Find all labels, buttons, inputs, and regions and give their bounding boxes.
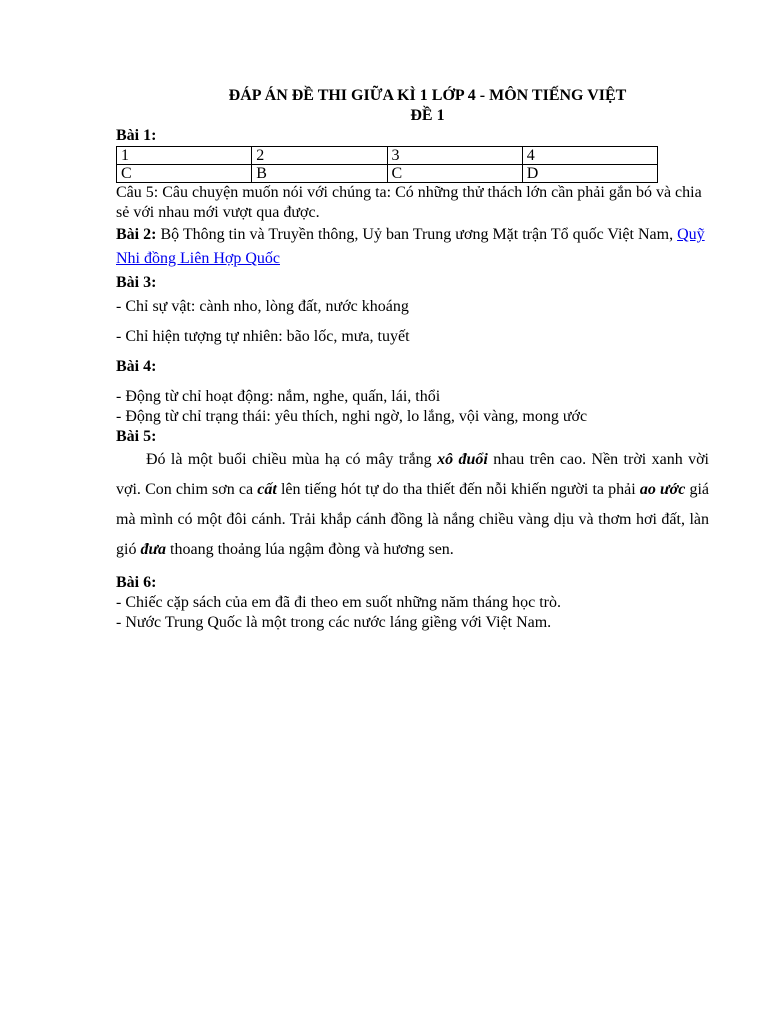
bai5-word: ao ước	[639, 481, 686, 498]
bai5-word: đưa	[140, 541, 167, 558]
table-cell: 1	[117, 147, 252, 165]
table-cell: D	[522, 165, 657, 183]
bai5-word: xô đuổi	[437, 451, 488, 468]
list-item: - Chỉ sự vật: cành nho, lòng đất, nước khoáng	[116, 298, 409, 315]
bai5-text: nhau trên cao. Nền trời xanh vời vợi. Con chim sơn ca	[116, 451, 710, 498]
bai5-text: giá mà mình có một đôi cánh. Trải khắp cánh đồng là nắng chiều vàng dịu và thơm hơi đất, làn gió	[116, 481, 710, 558]
bai2-heading: Bài 2:	[116, 226, 157, 243]
list-item: - Nước Trung Quốc là một trong các nước láng giềng với Việt Nam.	[116, 614, 552, 631]
table-row	[117, 165, 658, 183]
bai2-block	[116, 223, 709, 271]
bai2-text: Bộ Thông tin và Truyền thông, Uỷ ban Trung ương Mặt trận Tổ quốc Việt Nam,	[156, 226, 678, 243]
table-cell: 4	[522, 147, 657, 165]
table-cell: C	[117, 165, 252, 183]
table-cell: B	[252, 165, 387, 183]
answer-table	[116, 146, 658, 183]
table-cell: 3	[387, 147, 522, 165]
bai6-heading: Bài 6:	[116, 574, 157, 591]
bai2-link[interactable]: Quỹ Nhi đồng Liên Hợp Quốc	[116, 226, 705, 267]
bai5-word: cất	[257, 481, 277, 498]
table-cell: C	[387, 165, 522, 183]
document-title: ĐÁP ÁN ĐỀ THI GIỮA KÌ 1 LỚP 4 - MÔN TIẾNG VIỆT	[228, 87, 627, 104]
bai5-text: lên tiếng hót tự do tha thiết đến nỗi khiến người ta phải	[276, 481, 640, 498]
list-item: - Chiếc cặp sách của em đã đi theo em suốt những năm tháng học trò.	[116, 594, 561, 611]
document-page	[116, 86, 709, 633]
table-row	[117, 147, 658, 165]
bai5-text: Đó là một buổi chiều mùa hạ có mây trắng	[146, 451, 438, 468]
bai5-text: thoang thoảng lúa ngậm đòng và hương sen.	[166, 541, 454, 558]
bai4-heading: Bài 4:	[116, 358, 157, 375]
bai5-paragraph	[116, 445, 709, 565]
list-item: - Chỉ hiện tượng tự nhiên: bão lốc, mưa, tuyết	[116, 328, 410, 345]
list-item: - Động từ chỉ hoạt động: nắm, nghe, quấn, lái, thổi	[116, 388, 441, 405]
table-cell: 2	[252, 147, 387, 165]
bai3-heading: Bài 3:	[116, 274, 157, 291]
list-item: - Động từ chỉ trạng thái: yêu thích, nghi ngờ, lo lắng, vội vàng, mong ước	[116, 408, 588, 425]
bai5-heading: Bài 5:	[116, 428, 157, 445]
cau5-text: Câu 5: Câu chuyện muốn nói với chúng ta: Có những thử thách lớn cần phải gắn bó và chia sẻ với nhau mới vượt qua được.	[116, 184, 702, 221]
bai1-heading: Bài 1:	[116, 127, 157, 144]
document-subtitle: ĐỀ 1	[410, 107, 445, 124]
